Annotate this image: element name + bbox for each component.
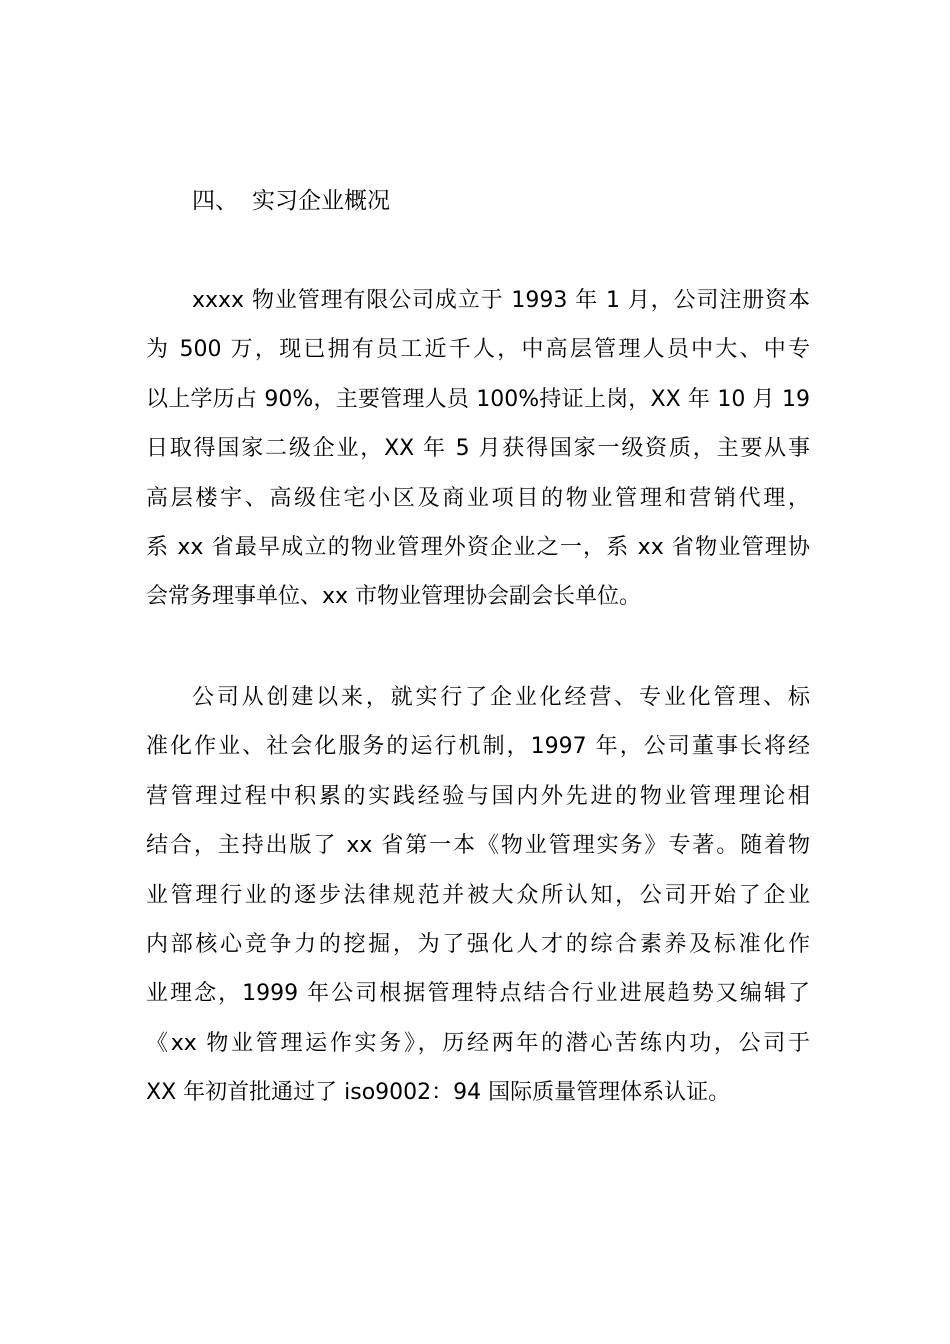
paragraph-company-overview (146, 276, 810, 622)
paragraph-line: 结合，主持出版了 xx 省第一本《物业管理实务》专著。随着物 (146, 833, 810, 859)
section-title: 实习企业概况 (252, 188, 390, 214)
paragraph-line: 公司从创建以来，就实行了企业化经营、专业化管理、标 (192, 685, 810, 710)
paragraph-line: 会常务理事单位、xx 市物业管理协会副会长单位。 (146, 584, 642, 610)
paragraph-line: xxxx 物业管理有限公司成立于 1993 年 1 月，公司注册资本 (192, 288, 810, 313)
paragraph-line: 《xx 物业管理运作实务》，历经两年的潜心苦练内功，公司于 (146, 1030, 810, 1056)
paragraph-line: 高层楼宇、高级住宅小区及商业项目的物业管理和营销代理， (146, 485, 810, 511)
section-heading (192, 182, 390, 220)
paragraph-company-history (146, 673, 810, 1118)
section-number: 四、 (192, 188, 238, 214)
paragraph-line: 系 xx 省最早成立的物业管理外资企业之一，系 xx 省物业管理协 (146, 534, 810, 560)
paragraph-line: XX 年初首批通过了 iso9002：94 国际质量管理体系认证。 (146, 1080, 731, 1106)
paragraph-line: 内部核心竞争力的挖掘，为了强化人才的综合素养及标准化作 (146, 931, 810, 957)
paragraph-line: 业理念，1999 年公司根据管理特点结合行业进展趋势又编辑了 (146, 981, 810, 1007)
paragraph-line: 准化作业、社会化服务的运行机制，1997 年，公司董事长将经 (146, 734, 810, 760)
paragraph-line: 以上学历占 90%，主要管理人员 100%持证上岗，XX 年 10 月 19 (146, 386, 810, 412)
paragraph-line: 为 500 万，现已拥有员工近千人，中高层管理人员中大、中专 (146, 337, 810, 363)
paragraph-line: 营管理过程中积累的实践经验与国内外先进的物业管理理论相 (146, 783, 810, 809)
paragraph-line: 业管理行业的逐步法律规范并被大众所认知，公司开始了企业 (146, 882, 810, 908)
paragraph-line: 日取得国家二级企业，XX 年 5 月获得国家一级资质，主要从事 (146, 436, 810, 462)
